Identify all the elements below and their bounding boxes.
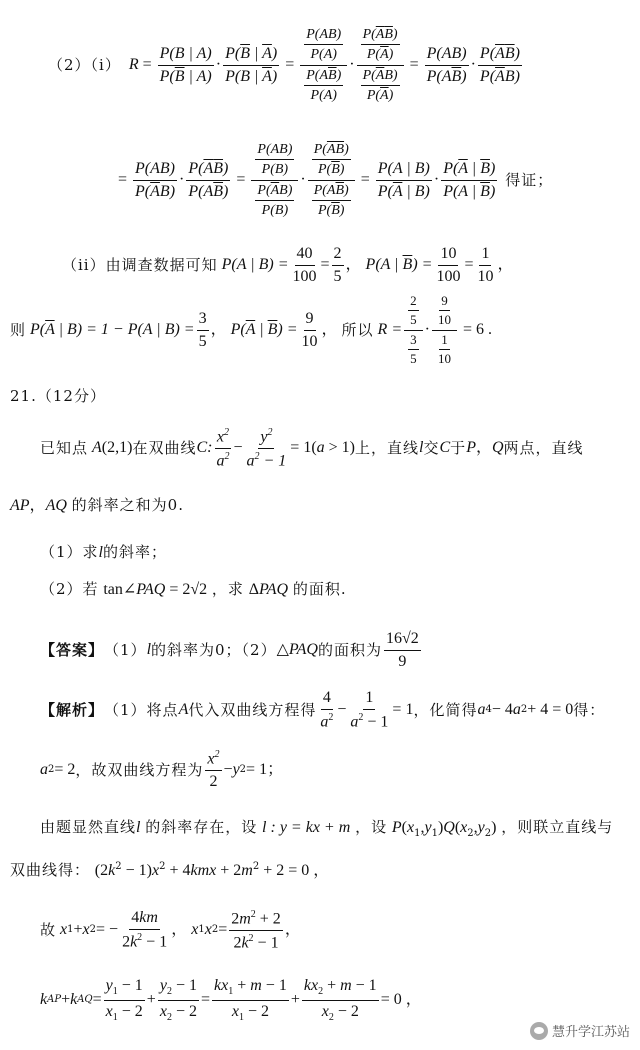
q21-statement-line2: AP，AQ 的斜率之和为0. [10, 496, 184, 514]
part-ii-text: （ii）由调查数据可知 [62, 255, 218, 274]
sub-question-1: （1）求l的斜率； [40, 543, 168, 561]
analysis-line5: 故 x 1 + x 2 = − $\frac{4km}{2k^2 - 1}$ ， x 1 x 2 = $\frac{2m^2 + 2}{2k^2 - 1}$ ， [40, 908, 301, 951]
eq-survey-data: （ii）由调查数据可知 P(A | B) = $\frac{40}{100}$ = $\frac{2}{5}$ ， P(A | $\overline{B}$) = $\frac{10}{100}$ = $\frac{1}{10}$ ， [62, 244, 514, 285]
eq-R-continuation: = $\frac{P(AB)}{P(\overline{A}B)}$ · $\frac{P(\overline{A}\overline{B})}{P(A\overline{B})}$ = $\frac{\frac{P(AB)}{P(B)}}{\frac{P(\overline{A}B)}{P(B)}}$ · $\frac{\frac{P(\overline{A}\overline{B})}{P(\overline{B})}}{\frac{P(A\overline{B})}{P(\overline{B})}}$ = $\frac{P(A | B)}{P(\overline{A} | B)}$ · $\frac{P(\overline{A} | \overline{B})}{P(A | \overline{B})}$ 得证； [118, 141, 554, 218]
conclusion-text: 所以 [341, 320, 374, 339]
analysis-line6: k AP + k AQ = $\frac{y_1 - 1}{x_1 - 2}$ + $\frac{y_2 - 1}{x_2 - 2}$ = $\frac{kx_1 + m - 1}{x_1 - 2}$ + $\frac{kx_2 + m - 1}{x_2 - 2}$ = 0 ， [40, 977, 422, 1023]
eq-R-definition: （2）（i） R = $\frac{P(B | A)}{P(\overline{B} | A)}$ · $\frac{P(\overline{B} | \overline{A})}{P(B | \overline{A})}$ = $\frac{\frac{P(AB)}{P(A)}}{\frac{P(A\overline{B})}{P(A)}}$ · $\frac{\frac{P(\overline{A}\overline{B})}{P(\overline{A})}}{\frac{P(\overline{A}B)}{P(\overline{A})}}$ = $\frac{P(AB)}{P(A\overline{B})}$ · $\frac{P(\overline{A}\overline{B})}{P(\overline{A}B)}$ [48, 26, 520, 103]
answer-line: 【答案】 （1） l 的斜率为0；（2） △ PAQ 的面积为 $\frac{16√2}{9}$ [40, 629, 419, 670]
q21-statement: 已知点 A (2,1) 在双曲线 C: $\frac{x^2}{a^2}$ − $\frac{y^2}{a^2 - 1}$ = 1(a > 1) 上，直线 l 交 C 于 P ， Q 两点，直线 [40, 426, 584, 469]
analysis-line1: 【解析】 （1）将点 A 代入双曲线方程得 $\frac{4}{a^2}$ − $\frac{1}{a^2 - 1}$ = 1 ，化简得 a 4 − 4 a 2 + 4 = 0 得： [40, 689, 606, 731]
eq-conclusion-R: 则 $P(\overline{A}$ | B) = 1 − P(A | B) = $\frac{3}{5}$ ， $P(\overline{A}$ | $\overline{B}$) = $\frac{9}{10}$ ， 所以 R = $\frac{\frac{2}{5}}{\frac{3}{5}}$ · $\frac{\frac{9}{10}}{\frac{1}{10}}$ = 6 . [10, 292, 492, 366]
analysis-line2: a 2 = 2 ，故双曲线方程为 $\frac{x^2}{2}$ − y 2 = 1； [40, 749, 284, 791]
analysis-line3: 由题显然直线l 的斜率存在，设 l : y = kx + m ，设 $P(x_1,y_1)Q(x_2,y_2)$ ，则联立直线与 [40, 818, 614, 839]
proof-done: 得证； [505, 170, 554, 189]
analysis-line4: 双曲线得： $(2k^2 - 1)x^2 + 4kmx + 2m^2 + 2 = 0$ ， [10, 861, 330, 879]
wechat-icon [530, 1022, 548, 1040]
watermark [530, 1021, 630, 1040]
watermark-text: 慧升学江苏站 [551, 1025, 630, 1040]
q21-header: 21.（12分） [10, 387, 106, 405]
sub-question-2: （2）若 tan∠PAQ = 2√2 ，求 ΔPAQ 的面积. [40, 580, 347, 598]
part-label: （2）（i） [48, 55, 121, 74]
